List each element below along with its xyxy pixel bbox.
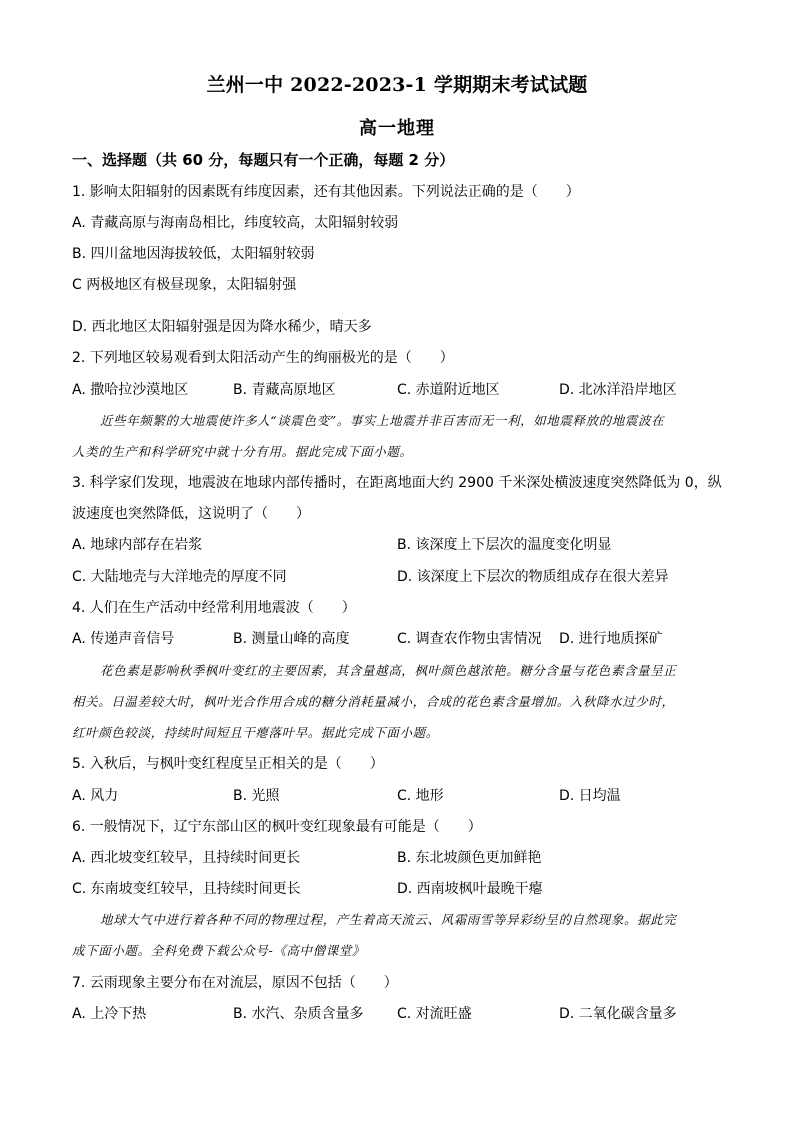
passage-3-line-2: 成下面小题。全科免费下载公众号-《高中僧课堂》 <box>72 943 366 958</box>
question-5-option-c: C. 地形 <box>397 788 444 804</box>
question-2-option-c: C. 赤道附近地区 <box>397 382 500 398</box>
question-5-option-d: D. 日均温 <box>559 788 621 804</box>
question-7-option-a: A. 上冷下热 <box>72 1006 147 1022</box>
question-2-option-d: D. 北冰洋沿岸地区 <box>559 382 677 398</box>
passage-3-line-1: 地球大气中进行着各种不同的物理过程，产生着高天流云、风霜雨雪等异彩纷呈的自然现象。据此完 <box>100 912 677 927</box>
question-6-option-c: C. 东南坡变红较早，且持续时间更长 <box>72 881 301 897</box>
question-5-option-b: B. 光照 <box>233 788 280 804</box>
question-4-stem: 4. 人们在生产活动中经常利用地震波（ ） <box>72 600 356 616</box>
question-7-option-c: C. 对流旺盛 <box>397 1006 472 1022</box>
question-1-option-b: B. 四川盆地因海拔较低，太阳辐射较弱 <box>72 246 315 262</box>
question-1-option-a: A. 青藏高原与海南岛相比，纬度较高，太阳辐射较弱 <box>72 215 399 231</box>
question-2-option-a: A. 撒哈拉沙漠地区 <box>72 382 189 398</box>
question-2-option-b: B. 青藏高原地区 <box>233 382 336 398</box>
question-3-stem-line-2: 波速度也突然降低，这说明了（ ） <box>72 506 310 522</box>
passage-2-line-1: 花色素是影响秋季枫叶变红的主要因素，其含量越高，枫叶颜色越浓艳。糖分含量与花色素含量呈正 <box>100 663 677 678</box>
exam-subtitle: 高一地理 <box>359 118 435 139</box>
passage-1-line-1: 近些年频繁的大地震使许多人“谈震色变”。事实上地震并非百害而无一利，如地震释放的地震波在 <box>100 413 665 428</box>
question-4-option-d: D. 进行地质探矿 <box>559 631 663 647</box>
passage-2-line-2: 相关。日温差较大时，枫叶光合作用合成的糖分消耗量减小，合成的花色素含量增加。入秋降水过少时， <box>72 694 675 709</box>
question-1-option-d: D. 西北地区太阳辐射强是因为降水稀少，晴天多 <box>72 319 372 335</box>
question-3-option-d: D. 该深度上下层次的物质组成存在很大差异 <box>397 569 669 585</box>
passage-1-line-2: 人类的生产和科学研究中就十分有用。据此完成下面小题。 <box>72 444 413 459</box>
question-7-option-d: D. 二氧化碳含量多 <box>559 1006 677 1022</box>
question-6-stem: 6. 一般情况下，辽宁东部山区的枫叶变红现象最有可能是（ ） <box>72 819 482 835</box>
question-3-option-b: B. 该深度上下层次的温度变化明显 <box>397 537 612 553</box>
question-7-option-b: B. 水汽、杂质含量多 <box>233 1006 364 1022</box>
question-4-option-b: B. 测量山峰的高度 <box>233 631 350 647</box>
question-6-option-a: A. 西北坡变红较早，且持续时间更长 <box>72 850 301 866</box>
question-1-stem: 1. 影响太阳辐射的因素既有纬度因素，还有其他因素。下列说法正确的是（ ） <box>72 184 580 200</box>
question-5-stem: 5. 入秋后，与枫叶变红程度呈正相关的是（ ） <box>72 756 384 772</box>
question-3-stem-line-1: 3. 科学家们发现，地震波在地球内部传播时，在距离地面大约 2900 千米深处横波速度突然降低为 0，纵 <box>72 475 722 491</box>
passage-2-line-3: 红叶颜色较淡，持续时间短且干瘪落叶早。据此完成下面小题。 <box>72 725 439 740</box>
question-3-option-c: C. 大陆地壳与大洋地壳的厚度不同 <box>72 569 287 585</box>
question-3-option-a: A. 地球内部存在岩浆 <box>72 537 203 553</box>
question-6-option-d: D. 西南坡枫叶最晚干瘪 <box>397 881 543 897</box>
question-4-option-a: A. 传递声音信号 <box>72 631 175 647</box>
question-4-option-c: C. 调查农作物虫害情况 <box>397 631 542 647</box>
question-1-option-c: C 两极地区有极昼现象，太阳辐射强 <box>72 277 297 293</box>
question-5-option-a: A. 风力 <box>72 788 119 804</box>
section-heading: 一、选择题（共 60 分，每题只有一个正确，每题 2 分） <box>72 151 455 169</box>
question-6-option-b: B. 东北坡颜色更加鲜艳 <box>397 850 542 866</box>
question-7-stem: 7. 云雨现象主要分布在对流层，原因不包括（ ） <box>72 975 398 991</box>
question-2-stem: 2. 下列地区较易观看到太阳活动产生的绚丽极光的是（ ） <box>72 350 454 366</box>
exam-title: 兰州一中 2022-2023-1 学期期末考试试题 <box>206 74 588 96</box>
